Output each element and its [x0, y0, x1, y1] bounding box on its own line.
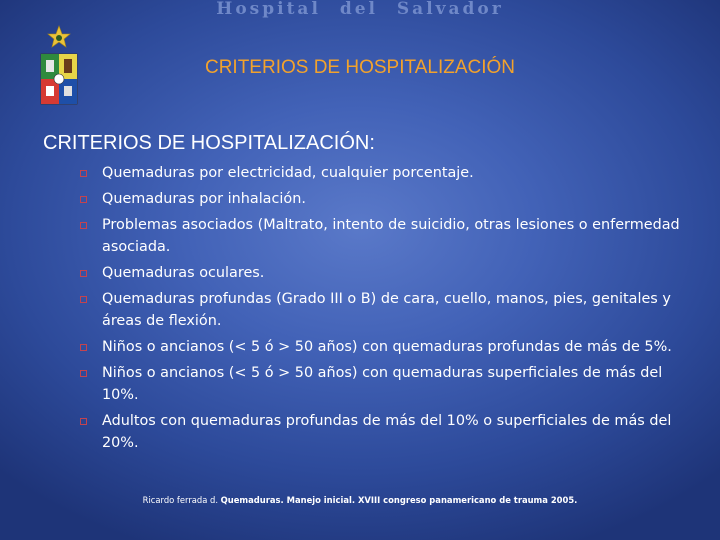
- square-bullet-icon: [80, 222, 87, 229]
- criteria-list: [78, 162, 688, 458]
- list-item: [78, 336, 688, 358]
- list-item-text: Quemaduras por electricidad, cualquier porcentaje.: [102, 165, 474, 181]
- citation-source: Quemaduras. Manejo inicial. XVIII congreso panamericano de trauma 2005.: [220, 495, 578, 505]
- list-item: [78, 162, 688, 184]
- list-item-text: Quemaduras por inhalación.: [102, 191, 306, 207]
- list-item: [78, 188, 688, 210]
- list-item-text: Adultos con quemaduras profundas de más del 10% o superficiales de más del 20%.: [102, 413, 672, 451]
- square-bullet-icon: [80, 296, 87, 303]
- list-item-text: Problemas asociados (Maltrato, intento de suicidio, otras lesiones o enfermedad asociada.: [102, 217, 680, 255]
- list-item: [78, 410, 688, 454]
- list-item-text: Quemaduras oculares.: [102, 265, 265, 281]
- square-bullet-icon: [80, 270, 87, 277]
- list-item: [78, 262, 688, 284]
- list-item-text: Niños o ancianos (< 5 ó > 50 años) con quemaduras superficiales de más del 10%.: [102, 365, 663, 403]
- square-bullet-icon: [80, 344, 87, 351]
- list-item: [78, 288, 688, 332]
- citation: [0, 495, 720, 505]
- list-item-text: Niños o ancianos (< 5 ó > 50 años) con quemaduras profundas de más de 5%.: [102, 339, 672, 355]
- square-bullet-icon: [80, 170, 87, 177]
- list-item-text: Quemaduras profundas (Grado III o B) de cara, cuello, manos, pies, genitales y áreas de flexión.: [102, 291, 671, 329]
- section-title: CRITERIOS DE HOSPITALIZACIÓN:: [43, 132, 375, 154]
- citation-author: Ricardo ferrada d.: [142, 495, 221, 505]
- square-bullet-icon: [80, 370, 87, 377]
- square-bullet-icon: [80, 196, 87, 203]
- list-item: [78, 214, 688, 258]
- slide-title: CRITERIOS DE HOSPITALIZACIÓN: [204, 57, 516, 78]
- institution-header: Hospital del Salvador: [216, 0, 504, 19]
- square-bullet-icon: [80, 418, 87, 425]
- list-item: [78, 362, 688, 406]
